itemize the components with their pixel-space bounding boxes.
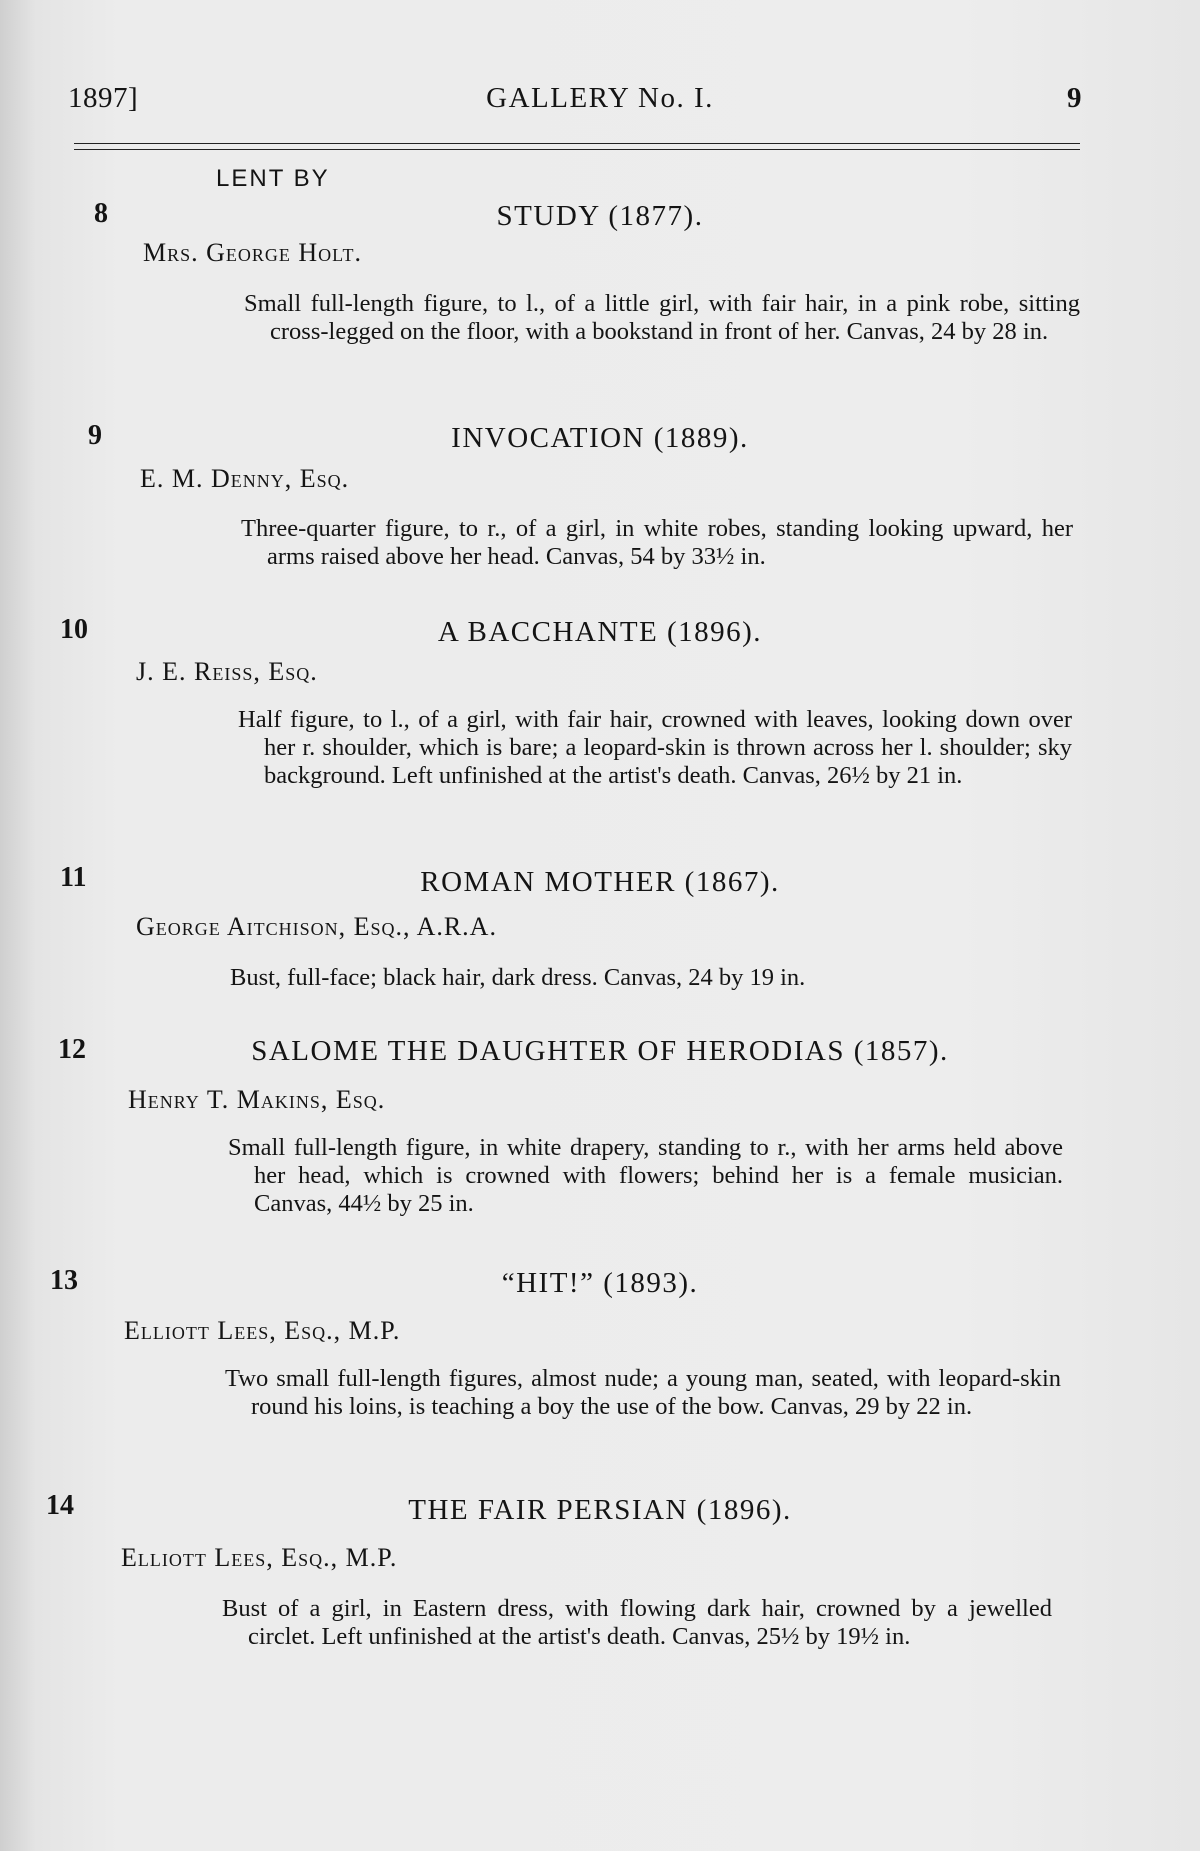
entry-lender: Elliott Lees, Esq., M.P. bbox=[124, 1316, 401, 1345]
entry-title: A BACCHANTE (1896). bbox=[437, 616, 763, 648]
entry-title: INVOCATION (1889). bbox=[451, 422, 749, 454]
entry-description: Three-quarter figure, to r., of a girl, in white robes, standing looking upward, her arms raised above her head. Canvas, 54 by 33½ in. bbox=[241, 515, 1073, 570]
entry-description: Small full-length figure, in white drapery, standing to r., with her arms held above her head, which is crowned with flowers; behind her is a female musician. Canvas, 44½ by 25 in. bbox=[228, 1134, 1063, 1217]
entry-lender: George Aitchison, Esq., A.R.A. bbox=[136, 912, 497, 941]
entry-title: SALOME THE DAUGHTER OF HERODIAS (1857). bbox=[251, 1035, 949, 1067]
entry-number: 11 bbox=[60, 862, 87, 893]
entry-number: 10 bbox=[60, 614, 88, 645]
lent-by-label: LENT BY bbox=[216, 165, 330, 192]
entry-description: Bust of a girl, in Eastern dress, with flowing dark hair, crowned by a jewelled circlet. Left unfinished at the artist's death. Canvas, 25½ by 19½ in. bbox=[222, 1595, 1052, 1650]
header-title: GALLERY No. I. bbox=[486, 82, 714, 114]
entry-number: 8 bbox=[94, 198, 108, 229]
header-year: 1897] bbox=[68, 82, 139, 114]
entry-number: 13 bbox=[50, 1265, 78, 1296]
entry-lender: E. M. Denny, Esq. bbox=[140, 464, 350, 493]
entry-description: Bust, full-face; black hair, dark dress. Canvas, 24 by 19 in. bbox=[230, 964, 806, 991]
entry-title: “HIT!” (1893). bbox=[501, 1267, 699, 1299]
entry-number: 9 bbox=[88, 420, 102, 451]
entry-number: 12 bbox=[58, 1034, 86, 1065]
entry-number: 14 bbox=[46, 1490, 74, 1521]
entry-title: ROMAN MOTHER (1867). bbox=[420, 866, 780, 898]
entry-description: Half figure, to l., of a girl, with fair hair, crowned with leaves, looking down over her r. shoulder, which is bare; a leopard-skin is thrown across her l. shoulder; sky background. Left unfinished at the artist's death. Canvas, 26½ by 21 in. bbox=[238, 706, 1072, 789]
entry-lender: J. E. Reiss, Esq. bbox=[136, 657, 318, 686]
entry-lender: Mrs. George Holt. bbox=[143, 238, 363, 267]
entry-description: Small full-length figure, to l., of a little girl, with fair hair, in a pink robe, sitting cross-legged on the floor, with a bookstand in front of her. Canvas, 24 by 28 in. bbox=[244, 290, 1080, 345]
page-number: 9 bbox=[1067, 82, 1082, 114]
entry-title: STUDY (1877). bbox=[496, 200, 704, 232]
entry-lender: Henry T. Makins, Esq. bbox=[128, 1085, 386, 1114]
header-rule-top bbox=[74, 143, 1080, 144]
entry-lender: Elliott Lees, Esq., M.P. bbox=[121, 1543, 398, 1572]
header-rule-bottom bbox=[74, 149, 1080, 150]
entry-description: Two small full-length figures, almost nude; a young man, seated, with leopard-skin round his loins, is teaching a boy the use of the bow. Canvas, 29 by 22 in. bbox=[225, 1365, 1061, 1420]
entry-title: THE FAIR PERSIAN (1896). bbox=[408, 1494, 792, 1526]
